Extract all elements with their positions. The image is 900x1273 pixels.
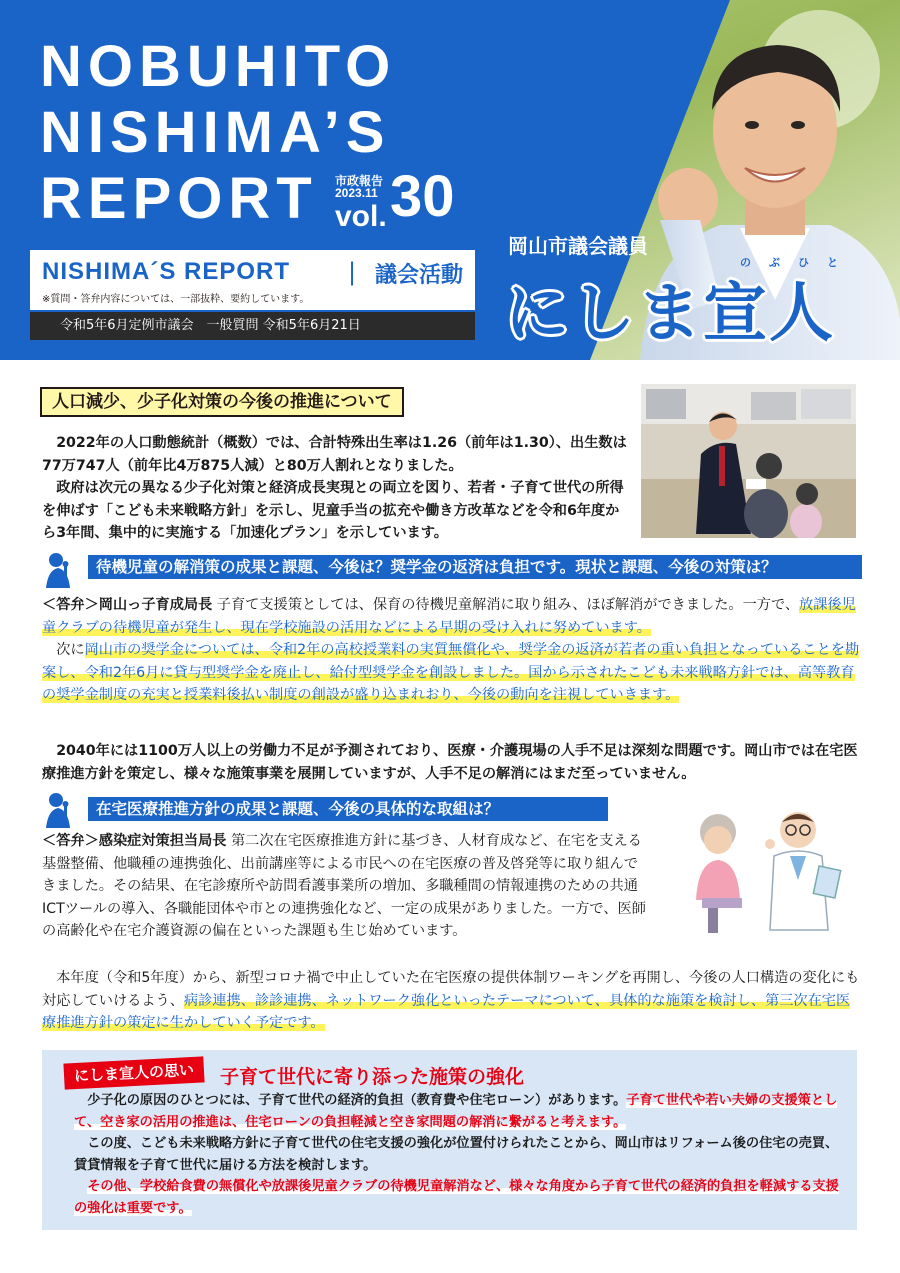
volume-label: vol. — [335, 200, 387, 233]
answer-1 — [42, 594, 862, 707]
title-line-2: NISHIMA’S — [40, 100, 391, 165]
section-title: 人口減少、少子化対策の今後の推進について — [40, 387, 404, 417]
report-header — [0, 0, 900, 360]
intro-text-1: 2022年の人口動態統計（概数）では、合計特殊出生率は1.26（前年は1.30）、出生数は77万747人（前年比4万875人減）と80万人割れとなりました。 — [42, 435, 627, 474]
issue-date: 2023.11 — [335, 186, 378, 200]
answer-2-highlight: 病診連携、診診連携、ネットワーク強化といったテーマについて、具体的な施策を検討し、第三次在宅医療推進方針の策定に生かしていく予定です。 — [42, 992, 851, 1031]
speaker-icon — [40, 548, 82, 588]
question-1-title: 待機児童の解消策の成果と課題、今後は？奨学金の返済は負担です。現状と課題、今後の対策は？ — [88, 555, 862, 579]
question-2-title: 在宅医療推進方針の成果と課題、今後の具体的な取組は？ — [88, 797, 608, 821]
opinion-text-1-red: 子育て世代や若い夫婦の支援策として、空き家の活用の推進は、住宅ローンの負担軽減と空き家問題の解消に繋がると考えます。 — [74, 1093, 838, 1130]
speaker-icon-2 — [40, 788, 82, 828]
report-kind: 市政報告 — [335, 174, 384, 188]
answer-1-text-2: 次に — [56, 642, 85, 658]
labor-shortage-text: 2040年には1100万人以上の労働力不足が予測されており、医療・介護現場の人手不足は深刻な問題です。岡山市では在宅医療推進方針を策定し、様々な施策事業を展開していますが、人手不足の解消にはまだ至っていません。 — [42, 743, 858, 782]
politician-name: にしま宣人 — [505, 277, 835, 351]
opinion-box — [42, 1050, 857, 1230]
activity-note: ※質問・答弁内容については、一部抜粋、要約しています。 — [42, 294, 310, 305]
answer-2-label: ＜答弁＞感染症対策担当局長 — [42, 833, 227, 849]
member-title: 岡山市議会議員 — [508, 234, 648, 258]
answer-2-text: 第二次在宅医療推進方針に基づき、人材育成など、在宅を支える基盤整備、他職種の連携強化、出前講座等による市民への在宅医療の普及啓発等に取り組んできました。その結果、在宅診療所や訪問看護事業所の増加、多職種間の情報連携のための共通ICTツールの導入、各職能団体や市との連携強化など、一定の成果がありました。一方で、医師の高齢化や在宅介護資源の偏在といった課題も生じ始めています。 — [42, 833, 646, 939]
name-ruby: のぶひと — [740, 256, 856, 269]
answer-1-text: 子育て支援策としては、保育の待機児童解消に取り組み、ほぼ解消ができました。一方で、 — [212, 597, 800, 613]
title-line-3: REPORT — [40, 166, 318, 231]
title-line-1: NOBUHITO — [40, 34, 397, 99]
session-info: 令和5年6月定例市議会 一般質問 令和5年6月21日 — [30, 312, 475, 340]
activity-title-en: NISHIMA´S REPORT — [42, 258, 291, 285]
intro-paragraph — [42, 432, 632, 545]
opinion-text — [74, 1090, 844, 1219]
labor-shortage-paragraph — [42, 740, 862, 785]
answer-2 — [42, 830, 652, 943]
answer-1-label: ＜答弁＞岡山っ子育成局長 — [42, 597, 213, 613]
opinion-text-3-red: その他、学校給食費の無償化や放課後児童クラブの待機児童解消など、様々な角度から子育て世代の経済的負担を軽減する支援の強化は重要です。 — [74, 1179, 839, 1216]
answer-1-highlight: 放課後児童クラブの待機児童が発生し、現在学校施設の活用などによる早期の受け入れに努めています。 — [42, 597, 856, 636]
doctor-patient-illustration — [678, 800, 858, 940]
activity-separator: | — [348, 258, 357, 286]
activity-photo — [641, 384, 856, 538]
opinion-badge: にしま宣人の思い — [63, 1056, 204, 1089]
activity-box — [30, 250, 475, 310]
opinion-text-2: この度、こども未来戦略方針に子育て世代の住宅支援の強化が位置付けられたことから、岡山市はリフォーム後の住宅の売買、賃貸情報を子育て世代に届ける方法を検討します。 — [74, 1136, 839, 1173]
intro-text-2: 政府は次元の異なる少子化対策と経済成長実現との両立を図り、若者・子育て世代の所得を伸ばす「こども未来戦略方針」を示し、児童手当の拡充や働き方改革などを令和6年度から3年間、集中的に実施する「加速化プラン」を示しています。 — [42, 480, 624, 541]
volume-number: 30 — [390, 164, 455, 229]
answer-2-text-2: 本年度（令和5年度）から、新型コロナ禍で中止していた在宅医療の提供体制ワーキングを再開し、今後の人口構造の変化にも対応していけるよう、 — [42, 970, 860, 1009]
opinion-text-1: 少子化の原因のひとつには、子育て世代の経済的負担（教育費や住宅ローン）があります。 — [87, 1093, 627, 1108]
opinion-title: 子育て世代に寄り添った施策の強化 — [220, 1066, 525, 1088]
activity-title-jp: 議会活動 — [375, 263, 464, 288]
answer-2-continued — [42, 967, 862, 1035]
answer-1-highlight-2: 岡山市の奨学金については、令和2年の高校授業料の実質無償化や、奨学金の返済が若者の重い負担となっていることを勘案し、令和2年6月に貸与型奨学金を廃止し、給付型奨学金を創設しました。国から示されたこども未来戦略方針では、高等教育の奨学金制度の充実と授業料後払い制度の創設が盛り込まれおり、今後の動向を注視していきます。 — [42, 642, 860, 703]
